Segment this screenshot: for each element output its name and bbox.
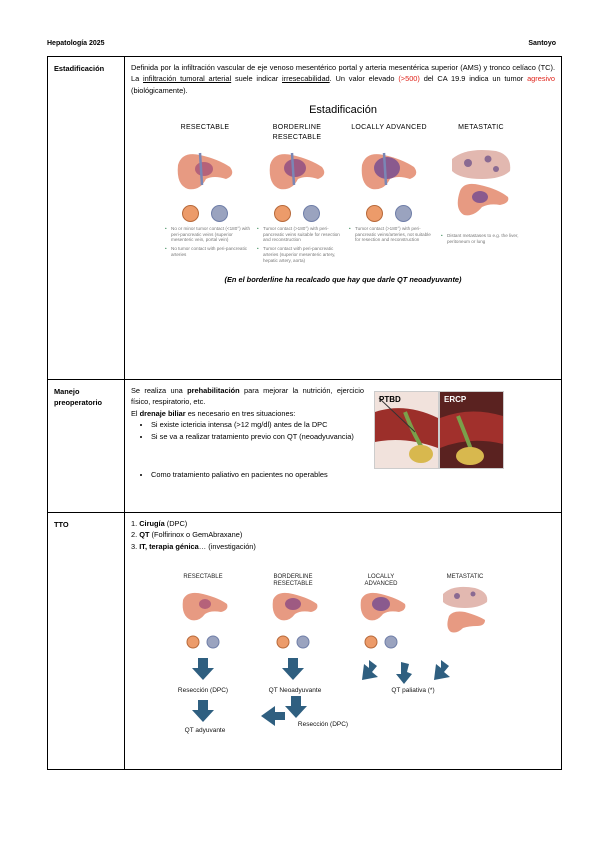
ca199-threshold: (>500) [398, 74, 420, 84]
stage-name: LOCALLY ADVANCED [351, 124, 427, 132]
vein-circle [182, 205, 199, 222]
stage-name: BORDERLINE RESECTABLE [272, 124, 322, 141]
row-label: Manejo preoperatorio [48, 380, 125, 513]
stage-resectable [159, 123, 251, 266]
artery-circle [211, 205, 228, 222]
stage-label: ADVANCED [364, 581, 398, 588]
stage-label: LOCALLY [367, 574, 395, 581]
drainage-images [374, 391, 504, 469]
flow-label: QT adyuvante [184, 727, 226, 735]
list-item: 2. QT (Folfirinox o GemAbraxane) [131, 530, 243, 540]
ercp-image: ERCP [439, 391, 504, 469]
pancreas-illustration [262, 145, 332, 197]
stage-bullets: • Tumor contact (>180°) with peri-pancreatic veins suitable for resection and reconstruction • Tumor contact with peri-pancreatic arteries (superior mesenteric artery, hepatic artery, aorta) [251, 226, 343, 263]
header-title: Hepatología 2025 [47, 40, 105, 47]
list-item: • Si se va a realizar tratamiento previo con QT (neoadyuvancia) [151, 431, 364, 442]
treatment-algorithm [143, 570, 543, 750]
liver-pancreas-illustration [446, 145, 516, 225]
list-item: • Si existe ictericia intensa (>12 mg/dl) antes de la DPC [151, 419, 364, 430]
flow-label: QT paliativa (*) [391, 687, 435, 695]
row-manejo-preoperatorio [48, 380, 562, 513]
stage-locally-advanced [343, 123, 435, 266]
row-body [125, 380, 562, 513]
staging-paragraph: Definida por la infiltración vascular de eje venoso mesentérico portal y arteria mesentérica superior (AMS) y tronco celíaco (TC). La infiltración tumoral arterial suele indicar irresecabilidad. Un valor elevado (>500) del CA 19.9 indica un tumor agresivo (biológicamente). [131, 63, 555, 95]
arrow-diag [434, 660, 450, 680]
content-table [47, 56, 562, 770]
arrow-diag [396, 662, 412, 684]
stage-bullets: • Tumor contact (>180°) with peri-pancreatic veins/arteries, not suitable for resection and reconstruction [343, 226, 435, 243]
arrow-left [261, 706, 285, 726]
stage-label: RESECTABLE [183, 574, 223, 581]
stage-label: RESECTABLE [273, 581, 313, 588]
row-label: TTO [48, 513, 125, 770]
flow-label: Resección (DPC) [177, 687, 229, 695]
row-body [125, 513, 562, 770]
staging-caption: (En el borderline ha recalcado que hay que darle QT neoadyuvante) [224, 275, 462, 285]
vein-circle [274, 205, 291, 222]
pancreas-illustration [354, 145, 424, 197]
list-item: 3. IT, terapia génica… (investigación) [131, 541, 256, 551]
stage-bullets: • Distant metastases to e.g. the liver, peritoneum or lung [435, 233, 527, 244]
stage-name: METASTATIC [458, 124, 504, 132]
pancreas-illustration [170, 145, 240, 197]
arrow-down [285, 696, 307, 718]
flow-label: QT Neoadyuvante [268, 687, 322, 695]
stage-borderline [251, 123, 343, 266]
row-body [125, 57, 562, 380]
artery-circle [395, 205, 412, 222]
prehab-paragraph: Se realiza una prehabilitación para mejorar la nutrición, ejercicio físico, respiratorio, etc. [131, 386, 364, 407]
stage-label: BORDERLINE [273, 574, 313, 581]
flow-label: Resección (DPC) [297, 721, 349, 729]
stage-name: RESECTABLE [180, 124, 230, 132]
preop-text [131, 385, 364, 469]
drainage-list-cont [131, 469, 555, 480]
stage-metastatic [435, 123, 527, 266]
irresecabilidad: irresecabilidad [282, 74, 330, 84]
drainage-list [131, 419, 364, 442]
list-item: 1. Cirugía (DPC) [131, 519, 188, 528]
ptbd-image: PTBD [374, 391, 439, 469]
arrow-down [192, 700, 214, 722]
drainage-paragraph: El drenaje biliar es necesario en tres situaciones: [131, 408, 296, 418]
row-tto [48, 513, 562, 770]
pancreas-icons [183, 587, 488, 633]
stage-label: METASTATIC [446, 574, 484, 581]
vessel-circles [187, 636, 397, 648]
arrow-down [192, 658, 214, 680]
figure-title: Estadificación [309, 104, 377, 117]
vein-circle [366, 205, 383, 222]
header-author: Santoyo [528, 40, 556, 47]
treatment-list [131, 518, 555, 552]
aggressive-word: agresivo [527, 74, 555, 84]
arterial-infiltration: infiltración tumoral arterial [143, 74, 232, 84]
stage-bullets: • No or minor tumor contact (<180°) with peri-pancreatic veins (superior mesenteric vein, portal vein) • No tumor contact with peri-pancreatic arteries [159, 226, 251, 258]
staging-figure [131, 123, 555, 266]
list-item: • Como tratamiento paliativo en pacientes no operables [151, 469, 555, 480]
row-estadificacion [48, 57, 562, 380]
arrow-down [282, 658, 304, 680]
row-label: Estadificación [48, 57, 125, 380]
arrow-diag [362, 660, 378, 680]
artery-circle [303, 205, 320, 222]
